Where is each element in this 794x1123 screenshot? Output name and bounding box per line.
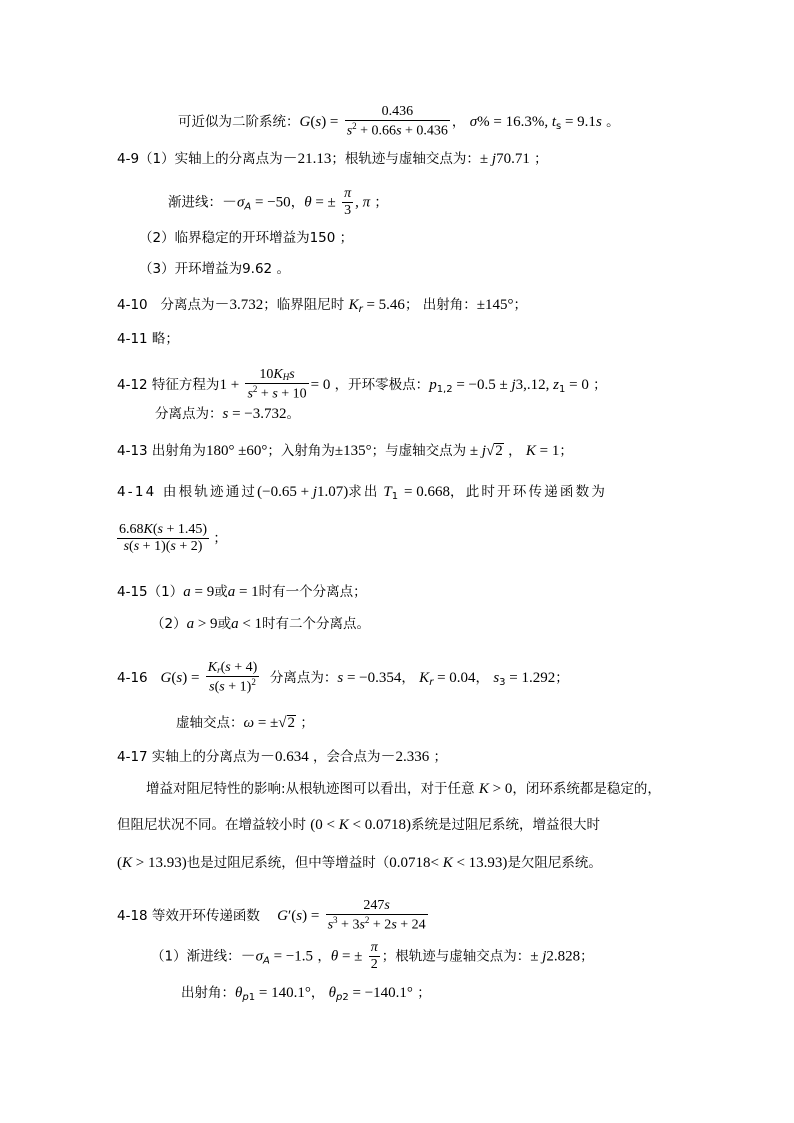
problem-4-9-part3 (139, 263, 290, 277)
problem-4-14: 4-14 由根轨迹通过(−0.65 + j1.07)求出 $T_1 = 0.668$，此时开环传递函数为 (117, 484, 608, 502)
gain-damping-para-1: 增益对阻尼特性的影响:从根轨迹图可以看出，对于任意 K > 0，闭环系统都是稳定的， (146, 781, 661, 797)
problem-4-18-departure: 出射角：$\theta_{p1} = 140.1^\circ$， $\theta_{p2} = -140.1^\circ$ ； (181, 985, 431, 1003)
problem-4-14-transfer-function: $\frac{6.68K(s + 1.45)}{s(s + 1)(s + 2)}$ ； (119, 522, 227, 555)
problem-4-9-part2-text: （2）临界稳定的开环增益为150 ； (139, 230, 354, 246)
problem-4-9-part3-text: （3）开环增益为9.62 。 (139, 261, 290, 277)
gain-damping-para-3: (K > 13.93)也是过阻尼系统，但中等增益时（0.0718< K < 13.93)是欠阻尼系统。 (117, 855, 602, 871)
problem-4-18: 4-18 等效开环传递函数 G′(s) = $\frac{247s}{s^3 + 3s^2 + 2s + 24}$ (117, 898, 426, 933)
problem-4-15-part1: 4-15（1）a = 9或a = 1时有一个分离点； (117, 584, 367, 600)
problem-4-10: 4-10 分离点为－3.732；临界阻尼时 $K_r = 5.46$； 出射角：±145°； (117, 297, 527, 315)
problem-4-17: 4-17 实轴上的分离点为－0.634 ，会合点为－2.336 ； (117, 749, 448, 765)
gain-damping-para-2: 但阻尼状况不同。在增益较小时 (0 < K < 0.0718)系统是过阻尼系统，增益很大时 (117, 817, 600, 833)
problem-4-9-asymptote: 渐进线：$-\sigma_A = -50$，θ = ± $\frac{\pi}{3}$ , π ； (168, 186, 388, 219)
problem-4-9-part1: 4-9（1）实轴上的分离点为－21.13；根轨迹与虚轴交点为：± j70.71 ； (117, 151, 548, 167)
problem-4-12-breakaway: 分离点为：s = −3.732。 (155, 406, 301, 422)
problem-4-9-part2 (139, 232, 353, 246)
problem-4-13: 4-13 出射角为180° ±60°；入射角为±135°；与虚轴交点为 ± j√2 ， K = 1； (117, 443, 573, 459)
problem-4-18-part1: （1）渐进线：$-\sigma_A = -1.5$ ，θ = ± $\frac{\pi}{2}$ ；根轨迹与虚轴交点为：± j2.828； (151, 940, 594, 973)
problem-4-15-part2: （2）a > 9或a < 1时有二个分离点。 (151, 616, 371, 632)
problem-4-16: 4-16 G(s) = $\frac{Kr(s + 4)}{s(s + 1)^2}$ 分离点为：s = −0.354， $K_r = 0.04$， $s_3 = 1.292$； (117, 660, 569, 695)
problem-4-11-text: 4-11 略； (117, 331, 179, 347)
approx-second-order-line: 可近似为二阶系统：G(s) = $\frac{0.436}{s^2 + 0.66s + 0.436}$ ， σ% = 16.3%, $t_s = 9.1s$ 。 (178, 104, 620, 139)
problem-4-16-imag-axis: 虚轴交点：ω = ±√2 ； (176, 715, 314, 731)
problem-4-11 (117, 333, 179, 347)
problem-4-12: 4-12 特征方程为1 + $\frac{\text{10KHs}}{s^2 + s + 10}$ = 0 ，开环零极点：$p_{1,2} = -0.5 \pm j3,.12$, $z_1 = 0$ ； (117, 367, 607, 402)
